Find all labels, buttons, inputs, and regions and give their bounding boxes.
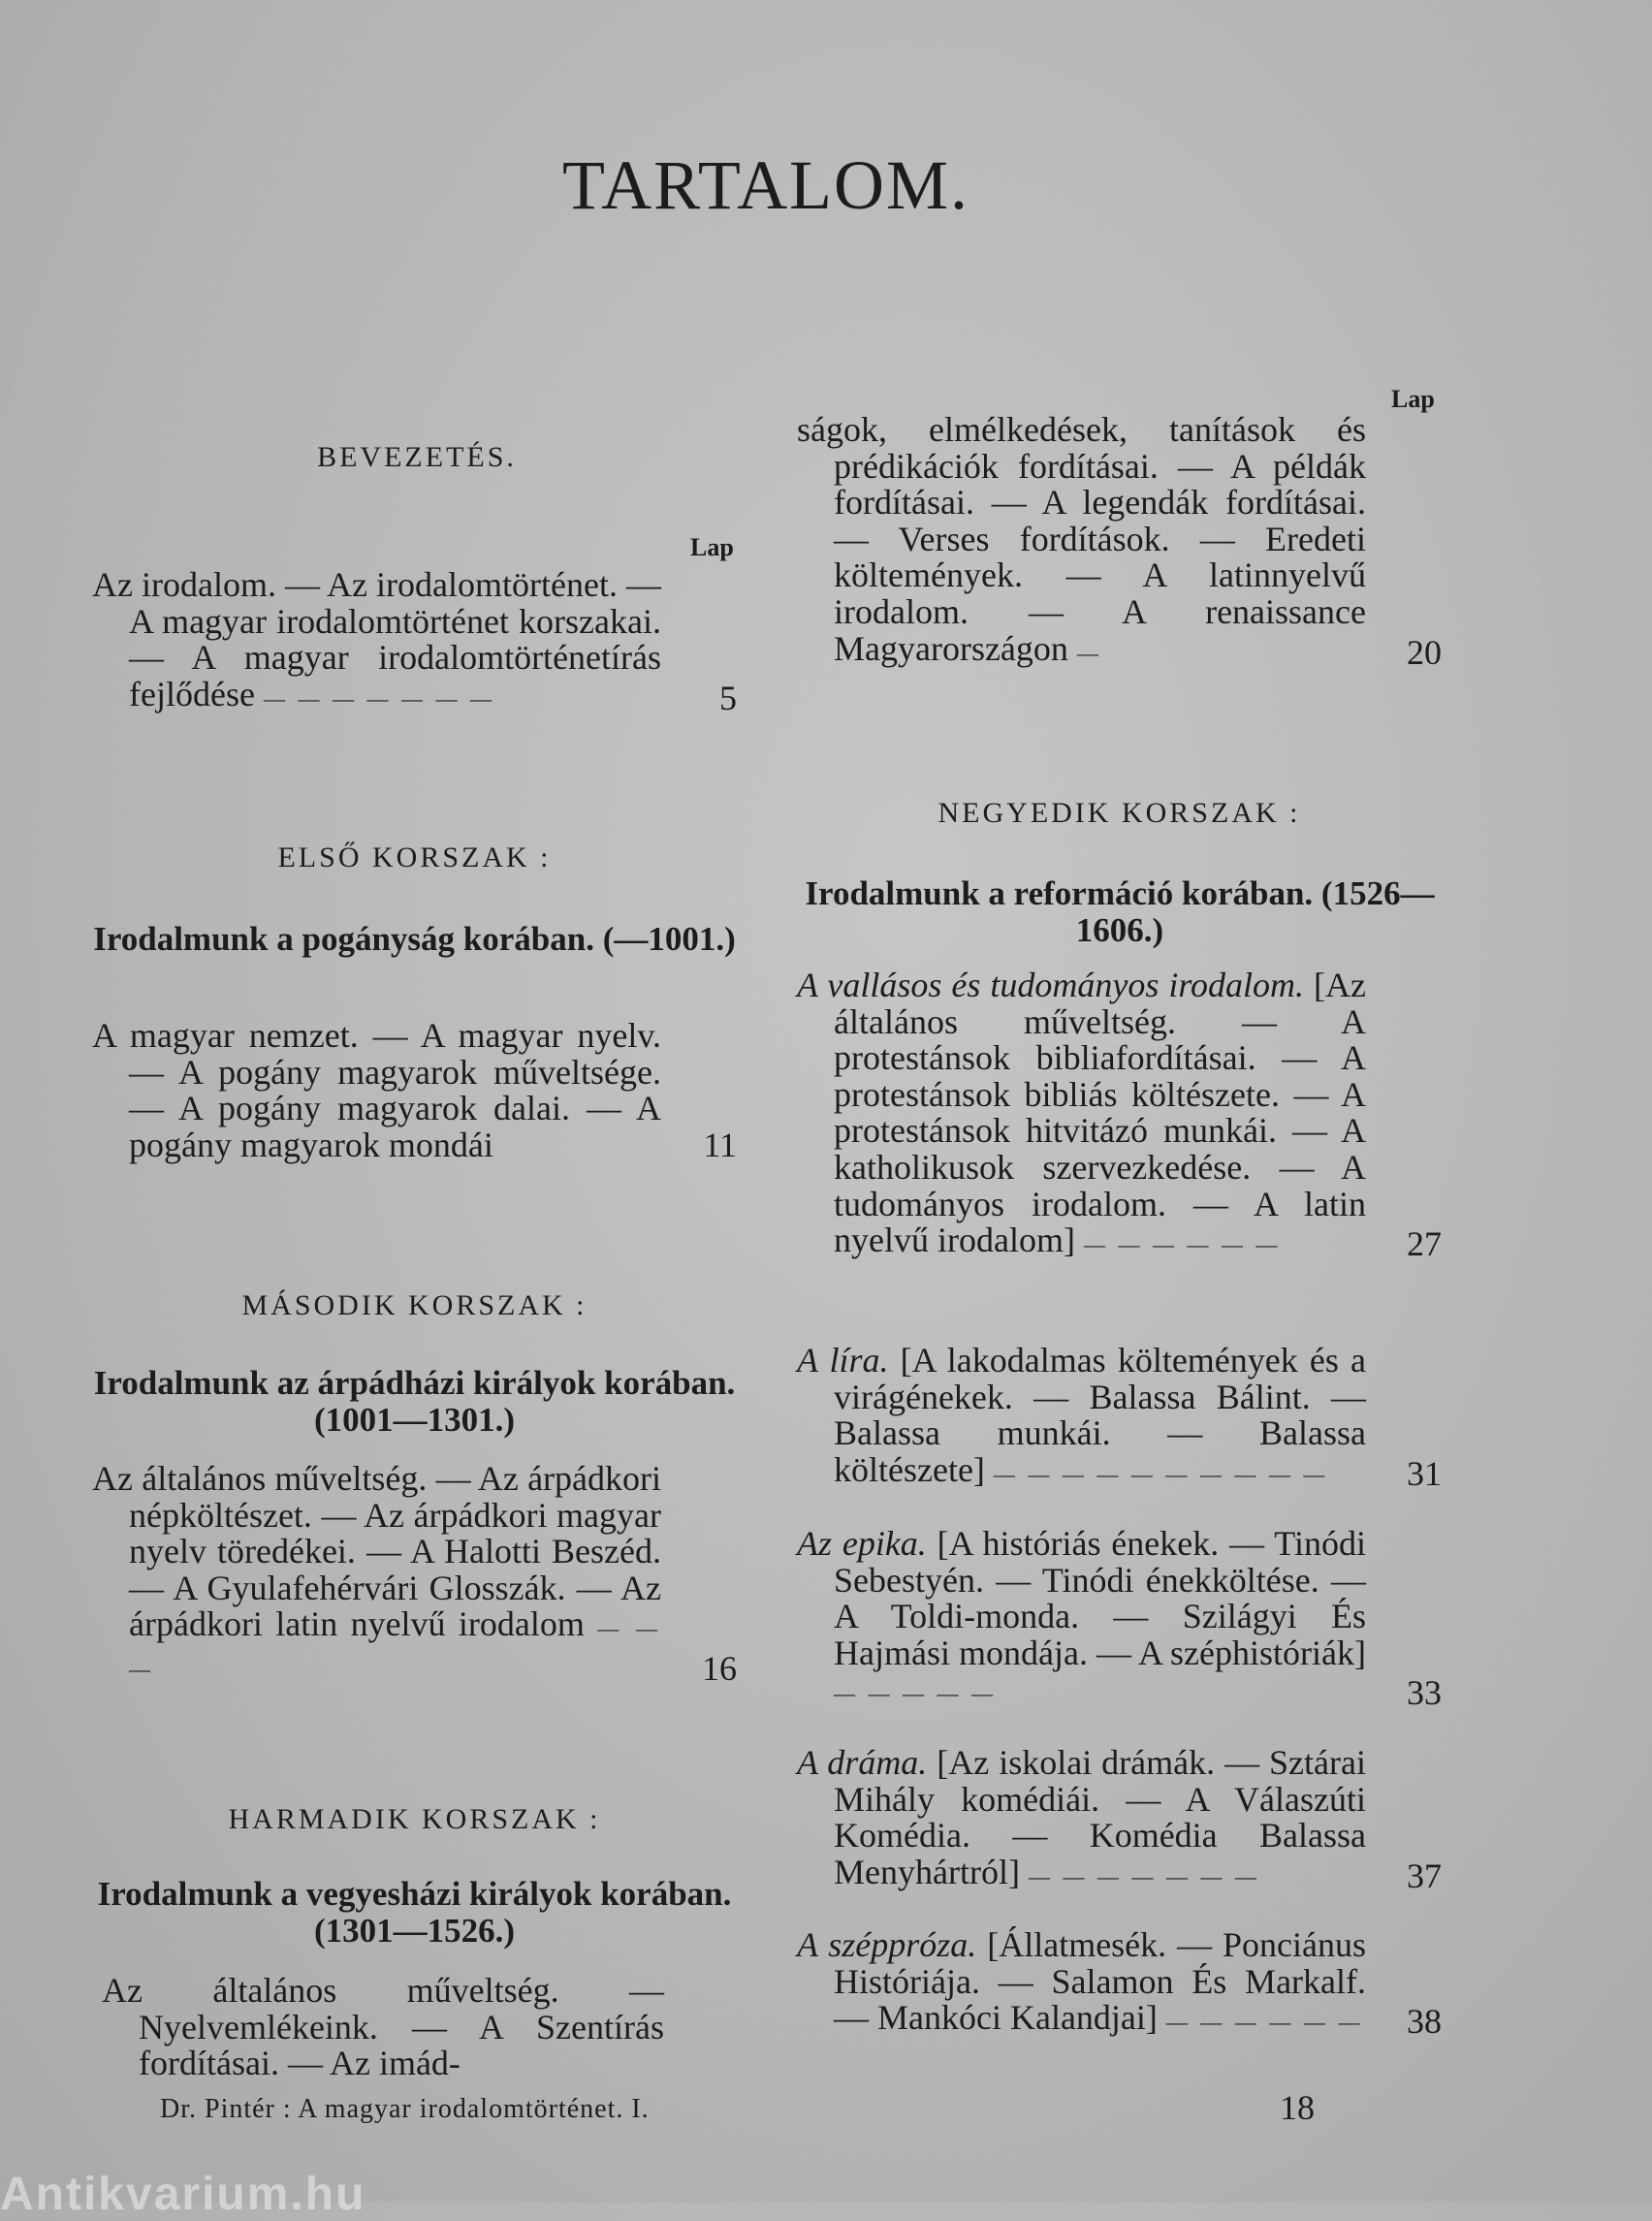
- page-number: 33: [1407, 1673, 1442, 1713]
- watermark: Antikvarium.hu: [0, 2169, 366, 2220]
- leader-dots: — — — — — — — — — —: [993, 1461, 1329, 1486]
- toc-entry-drama: [797, 1745, 1442, 1894]
- toc-entry-epika: [797, 1526, 1442, 1712]
- era-title-harmadik: Irodalmunk a vegyesházi királyok korában. (1301—1526.): [97, 1875, 732, 1950]
- section-heading-bevezetes: BEVEZETÉS.: [317, 441, 517, 473]
- entry-text: Az általános műveltség. — Az árpádkori népköltészet. — Az árpádkori magyar nyelv töredékei. — A Halotti Beszéd. — A Gyulafehérvári Glosszák. — Az árpádkori latin nyelvű irodalom: [92, 1459, 661, 1644]
- entry-text: [Az általános műveltség. — A protestánsok bibliafordításai. — A protestánsok bibliás költészete. — A protestánsok hitvitázó munkái. — A katholikusok szervezkedése. — A tudományos irodalom. — A latin nyelvű irodalom]: [834, 966, 1367, 1260]
- era-title-masodik: Irodalmunk az árpádházi királyok korában. (1001—1301.): [93, 1364, 736, 1439]
- footer-signature: Dr. Pintér : A magyar irodalomtörténet. I.: [160, 2094, 650, 2124]
- toc-entry-continuation: [797, 412, 1442, 671]
- page-number: 16: [702, 1648, 737, 1688]
- leader-dots: — — — — — —: [1165, 2010, 1364, 2035]
- section-heading-harmadik: HARMADIK KORSZAK :: [228, 1803, 601, 1835]
- era-title-elso: Irodalmunk a pogányság korában. (—1001.): [93, 920, 736, 958]
- toc-entry-masodik: [92, 1461, 737, 1688]
- leader-dots: — — —: [129, 1616, 662, 1681]
- toc-entry-bevezetes: [92, 567, 737, 716]
- toc-entry-elso: [92, 1018, 737, 1163]
- section-heading-negyedik: NEGYEDIK KORSZAK :: [937, 797, 1301, 829]
- section-heading-elso: ELSŐ KORSZAK :: [277, 841, 552, 873]
- entry-text: [A históriás énekek. — Tinódi Sebestyén. — Tinódi énekköltése. — A Toldi-monda. — Szilágyi És Hajmási mondája. — A széphistóriák]: [834, 1524, 1366, 1672]
- entry-text: A magyar nemzet. — A magyar nyelv. — A pogány magyarok műveltsége. — A pogány magyarok dalai. — A pogány magyarok mondái: [92, 1016, 661, 1164]
- toc-entry-harmadik: [102, 1973, 664, 2082]
- lap-label-left: Lap: [690, 533, 734, 561]
- leader-dots: —: [1076, 640, 1102, 665]
- sheet-number: 18: [1280, 2088, 1315, 2127]
- toc-entry-lira: [797, 1343, 1442, 1492]
- page-number: 20: [1407, 632, 1442, 672]
- entry-italic: A líra.: [797, 1341, 889, 1380]
- toc-entry-szepproza: [797, 1927, 1442, 2041]
- page-number: 11: [703, 1125, 737, 1164]
- entry-text: [Az iskolai drámák. — Sztárai Mihály komédiái. — A Válaszúti Komédia. — Komédia Balassa Menyhártról]: [834, 1743, 1366, 1891]
- page-number: 5: [719, 678, 737, 717]
- page-number: 38: [1407, 2002, 1442, 2042]
- entry-italic: Az epika.: [797, 1524, 927, 1563]
- toc-entry-vallasos: [797, 968, 1442, 1263]
- entry-text: ságok, elmélkedések, tanítások és prédikációk fordításai. — A példák fordításai. — A legendák fordításai. — Verses fordítások. — Eredeti költemények. — A latinnyelvű irodalom. — A renaissance Magyarországon: [797, 410, 1366, 668]
- page-title: TARTALOM.: [561, 146, 970, 224]
- lap-label-right: Lap: [1391, 385, 1435, 413]
- entry-italic: A széppróza.: [797, 1925, 977, 1964]
- entry-text: [Állatmesék. — Ponciánus Históriája. — Salamon És Markalf. — Mankóci Kalandjai]: [834, 1925, 1367, 2038]
- section-heading-masodik: MÁSODIK KORSZAK :: [241, 1289, 588, 1321]
- entry-italic: A dráma.: [797, 1743, 928, 1782]
- leader-dots: — — — — —: [834, 1681, 997, 1706]
- leader-dots: — — — — — — —: [1028, 1863, 1260, 1888]
- entry-text: Az irodalom. — Az irodalomtörténet. — A magyar irodalomtörténet korszakai. — A magyar irodalomtörténetírás fejlődése: [92, 565, 661, 714]
- entry-text: Az általános műveltség. — Nyelvemlékeink. — A Szentírás fordításai. — Az imád-: [102, 1971, 664, 2083]
- page-number: 31: [1407, 1453, 1442, 1493]
- era-title-negyedik: Irodalmunk a reformáció korában. (1526—1606.): [805, 874, 1435, 949]
- page-number: 37: [1407, 1856, 1442, 1895]
- entry-italic: A vallásos és tudományos irodalom.: [797, 966, 1305, 1004]
- entry-text: [A lakodalmas költemények és a virágénekek. — Balassa Bálint. — Balassa munkái. — Balassa költészete]: [834, 1341, 1366, 1489]
- leader-dots: — — — — — — —: [263, 685, 495, 711]
- leader-dots: — — — — — —: [1083, 1232, 1282, 1257]
- page-number: 27: [1407, 1224, 1442, 1264]
